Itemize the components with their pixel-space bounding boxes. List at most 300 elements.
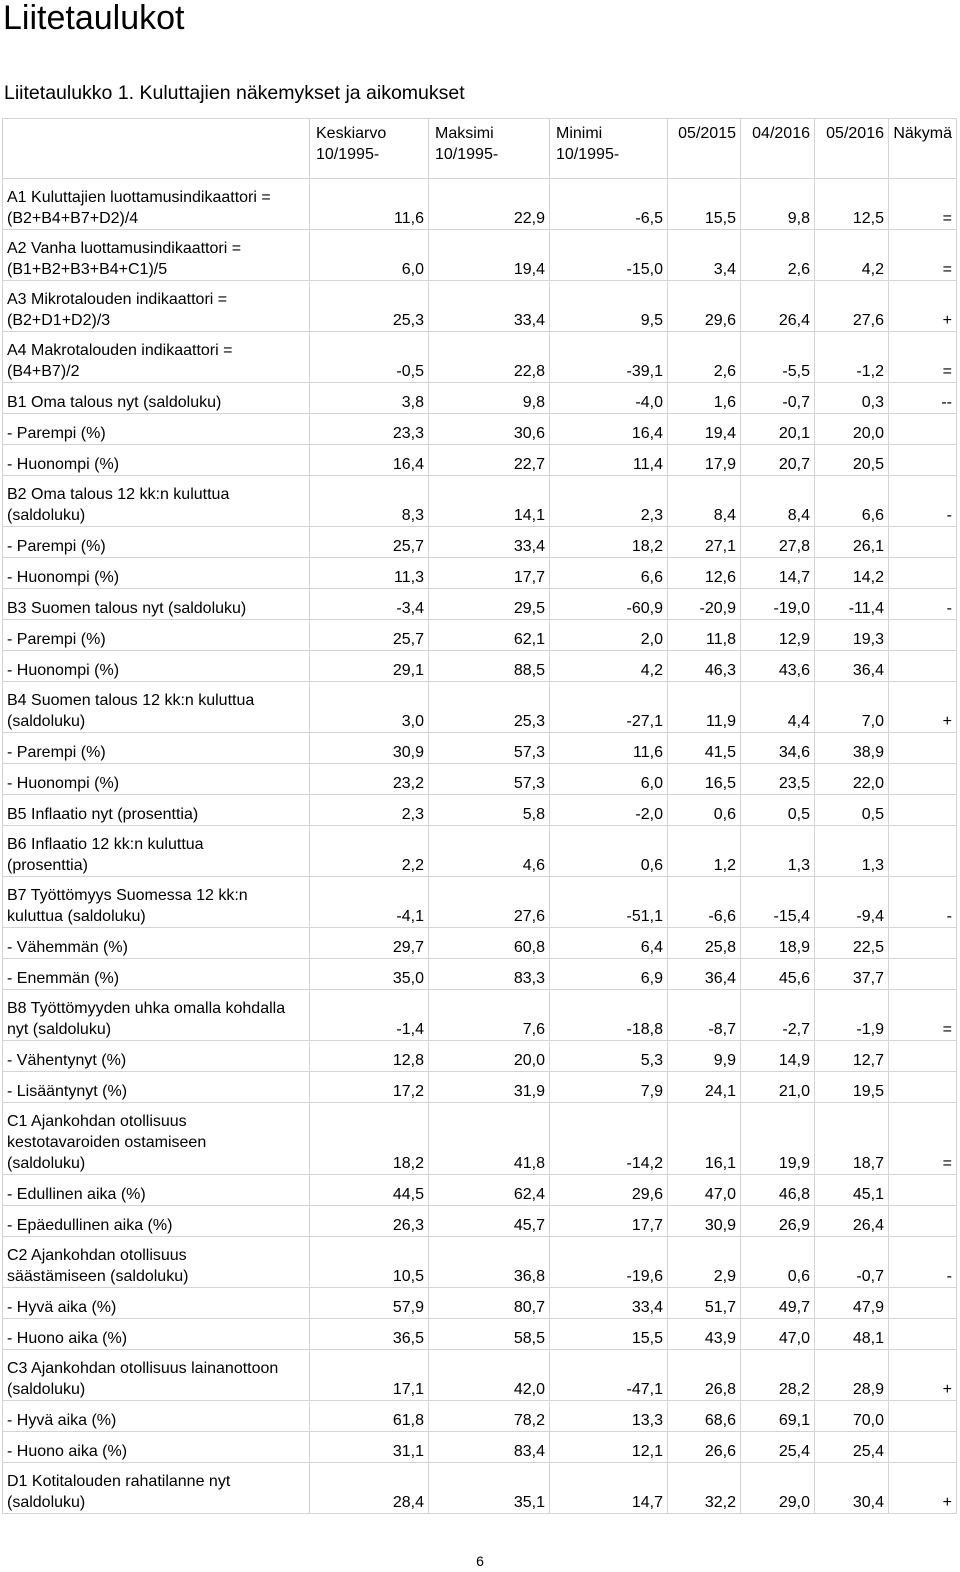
value-cell: 19,4	[668, 414, 741, 445]
row-label	[3, 990, 310, 1041]
outlook-cell: =	[889, 1103, 957, 1175]
value-cell: -4,1	[310, 877, 429, 928]
header-keskiarvo	[310, 119, 429, 179]
table-row	[3, 877, 957, 928]
table-row	[3, 1401, 957, 1432]
outlook-cell: +	[889, 1463, 957, 1514]
value-cell: 69,1	[741, 1401, 815, 1432]
value-cell: 83,3	[429, 959, 550, 990]
row-label	[3, 383, 310, 414]
value-cell: 4,2	[550, 651, 668, 682]
row-label-line: (B4+B7)/2	[7, 363, 80, 380]
row-label	[3, 764, 310, 795]
row-label-line: C2 Ajankohdan otollisuus	[7, 1247, 187, 1264]
table-row	[3, 620, 957, 651]
value-cell: 47,0	[668, 1175, 741, 1206]
value-cell: 28,2	[741, 1350, 815, 1401]
value-cell: 20,7	[741, 445, 815, 476]
outlook-cell: =	[889, 332, 957, 383]
value-cell: 1,6	[668, 383, 741, 414]
row-label-line: (B2+D1+D2)/3	[7, 312, 111, 329]
value-cell: 36,4	[668, 959, 741, 990]
page-number: 6	[476, 1553, 484, 1569]
value-cell: 27,1	[668, 527, 741, 558]
value-cell: 13,3	[550, 1401, 668, 1432]
row-label-line: - Parempi (%)	[7, 538, 106, 555]
row-label	[3, 281, 310, 332]
table-body	[3, 179, 957, 1514]
outlook-cell	[889, 1175, 957, 1206]
row-label-line: - Vähentynyt (%)	[7, 1052, 127, 1069]
value-cell: 25,8	[668, 928, 741, 959]
value-cell: 83,4	[429, 1432, 550, 1463]
value-cell: 2,9	[668, 1237, 741, 1288]
value-cell: 12,1	[550, 1432, 668, 1463]
row-label	[3, 445, 310, 476]
row-label-line: säästämiseen (saldoluku)	[7, 1268, 189, 1285]
value-cell: 45,6	[741, 959, 815, 990]
row-label-line: B3 Suomen talous nyt (saldoluku)	[7, 600, 247, 617]
value-cell: 25,3	[429, 682, 550, 733]
value-cell: 0,6	[550, 826, 668, 877]
table-row	[3, 1206, 957, 1237]
value-cell: 28,9	[815, 1350, 889, 1401]
value-cell: 6,6	[550, 558, 668, 589]
outlook-cell: +	[889, 281, 957, 332]
row-label	[3, 826, 310, 877]
header-04-2016: 04/2016	[741, 119, 815, 179]
value-cell: 9,9	[668, 1041, 741, 1072]
value-cell: 22,0	[815, 764, 889, 795]
outlook-cell	[889, 651, 957, 682]
value-cell: 26,4	[815, 1206, 889, 1237]
value-cell: -18,8	[550, 990, 668, 1041]
header-minimi	[550, 119, 668, 179]
value-cell: 30,9	[668, 1206, 741, 1237]
value-cell: 45,7	[429, 1206, 550, 1237]
value-cell: -8,7	[668, 990, 741, 1041]
outlook-cell	[889, 620, 957, 651]
value-cell: 68,6	[668, 1401, 741, 1432]
value-cell: 36,5	[310, 1319, 429, 1350]
row-label-line: B2 Oma talous 12 kk:n kuluttua	[7, 486, 230, 503]
table-row	[3, 230, 957, 281]
value-cell: 24,1	[668, 1072, 741, 1103]
value-cell: 6,6	[815, 476, 889, 527]
value-cell: 22,7	[429, 445, 550, 476]
outlook-cell: =	[889, 990, 957, 1041]
value-cell: 2,0	[550, 620, 668, 651]
value-cell: 29,7	[310, 928, 429, 959]
table-row	[3, 414, 957, 445]
value-cell: 14,1	[429, 476, 550, 527]
value-cell: 41,8	[429, 1103, 550, 1175]
table-row	[3, 383, 957, 414]
value-cell: -60,9	[550, 589, 668, 620]
value-cell: 60,8	[429, 928, 550, 959]
table-row	[3, 990, 957, 1041]
outlook-cell: =	[889, 230, 957, 281]
value-cell: 8,4	[741, 476, 815, 527]
value-cell: 19,3	[815, 620, 889, 651]
value-cell: 26,9	[741, 1206, 815, 1237]
value-cell: 58,5	[429, 1319, 550, 1350]
value-cell: -5,5	[741, 332, 815, 383]
value-cell: 9,8	[429, 383, 550, 414]
row-label	[3, 1401, 310, 1432]
value-cell: 0,5	[815, 795, 889, 826]
outlook-cell	[889, 445, 957, 476]
row-label-line: B7 Työttömyys Suomessa 12 kk:n	[7, 887, 248, 904]
value-cell: 57,9	[310, 1288, 429, 1319]
outlook-cell	[889, 1319, 957, 1350]
table-row	[3, 589, 957, 620]
value-cell: -6,6	[668, 877, 741, 928]
outlook-cell: +	[889, 1350, 957, 1401]
table-row	[3, 179, 957, 230]
value-cell: 6,4	[550, 928, 668, 959]
value-cell: -27,1	[550, 682, 668, 733]
row-label-line: - Huono aika (%)	[7, 1330, 128, 1347]
value-cell: 30,4	[815, 1463, 889, 1514]
value-cell: 1,2	[668, 826, 741, 877]
row-label-line: A1 Kuluttajien luottamusindikaattori =	[7, 189, 271, 206]
value-cell: 17,7	[550, 1206, 668, 1237]
value-cell: 34,6	[741, 733, 815, 764]
value-cell: 18,7	[815, 1103, 889, 1175]
value-cell: 2,3	[550, 476, 668, 527]
value-cell: 29,6	[550, 1175, 668, 1206]
value-cell: 18,2	[550, 527, 668, 558]
value-cell: -6,5	[550, 179, 668, 230]
value-cell: 2,6	[668, 332, 741, 383]
outlook-cell	[889, 1288, 957, 1319]
row-label	[3, 1463, 310, 1514]
table-row	[3, 1175, 957, 1206]
value-cell: 11,6	[550, 733, 668, 764]
value-cell: 36,4	[815, 651, 889, 682]
value-cell: 26,6	[668, 1432, 741, 1463]
value-cell: 27,6	[429, 877, 550, 928]
outlook-cell	[889, 1072, 957, 1103]
header-05-2015: 05/2015	[668, 119, 741, 179]
value-cell: -14,2	[550, 1103, 668, 1175]
value-cell: 18,9	[741, 928, 815, 959]
value-cell: 49,7	[741, 1288, 815, 1319]
value-cell: -2,0	[550, 795, 668, 826]
value-cell: 26,4	[741, 281, 815, 332]
value-cell: 19,5	[815, 1072, 889, 1103]
row-label	[3, 1175, 310, 1206]
table-row	[3, 959, 957, 990]
outlook-cell	[889, 928, 957, 959]
value-cell: 23,5	[741, 764, 815, 795]
row-label-line: - Parempi (%)	[7, 425, 106, 442]
value-cell: 3,8	[310, 383, 429, 414]
value-cell: 88,5	[429, 651, 550, 682]
value-cell: 14,7	[550, 1463, 668, 1514]
row-label-line: - Vähemmän (%)	[7, 939, 128, 956]
value-cell: 20,0	[429, 1041, 550, 1072]
value-cell: 16,5	[668, 764, 741, 795]
value-cell: 25,4	[741, 1432, 815, 1463]
value-cell: 5,8	[429, 795, 550, 826]
row-label-line: A3 Mikrotalouden indikaattori =	[7, 291, 228, 308]
value-cell: -0,7	[741, 383, 815, 414]
value-cell: 48,1	[815, 1319, 889, 1350]
value-cell: 36,8	[429, 1237, 550, 1288]
value-cell: 6,0	[550, 764, 668, 795]
row-label-line: - Enemmän (%)	[7, 970, 120, 987]
table-row	[3, 476, 957, 527]
row-label-line: - Huonompi (%)	[7, 775, 120, 792]
row-label-line: nyt (saldoluku)	[7, 1021, 112, 1038]
value-cell: 2,3	[310, 795, 429, 826]
value-cell: 7,0	[815, 682, 889, 733]
value-cell: 1,3	[815, 826, 889, 877]
row-label	[3, 682, 310, 733]
outlook-cell	[889, 959, 957, 990]
value-cell: 61,8	[310, 1401, 429, 1432]
value-cell: 2,6	[741, 230, 815, 281]
value-cell: 27,6	[815, 281, 889, 332]
value-cell: 41,5	[668, 733, 741, 764]
row-label-line: - Edullinen aika (%)	[7, 1186, 146, 1203]
value-cell: 23,2	[310, 764, 429, 795]
consumer-views-table	[2, 118, 957, 1514]
value-cell: 0,3	[815, 383, 889, 414]
value-cell: 17,7	[429, 558, 550, 589]
row-label	[3, 1206, 310, 1237]
value-cell: 6,9	[550, 959, 668, 990]
outlook-cell	[889, 764, 957, 795]
value-cell: -15,4	[741, 877, 815, 928]
outlook-cell: =	[889, 179, 957, 230]
value-cell: -20,9	[668, 589, 741, 620]
row-label	[3, 795, 310, 826]
row-label-line: (saldoluku)	[7, 713, 86, 730]
row-label-line: (prosenttia)	[7, 857, 88, 874]
table-row	[3, 1072, 957, 1103]
row-label	[3, 1041, 310, 1072]
value-cell: 14,2	[815, 558, 889, 589]
value-cell: -2,7	[741, 990, 815, 1041]
value-cell: 47,9	[815, 1288, 889, 1319]
value-cell: 35,0	[310, 959, 429, 990]
row-label	[3, 1288, 310, 1319]
value-cell: 4,6	[429, 826, 550, 877]
value-cell: 12,7	[815, 1041, 889, 1072]
table-row	[3, 1319, 957, 1350]
row-label-line: (B2+B4+B7+D2)/4	[7, 210, 139, 227]
value-cell: -51,1	[550, 877, 668, 928]
value-cell: 19,9	[741, 1103, 815, 1175]
value-cell: 28,4	[310, 1463, 429, 1514]
row-label-line: kestotavaroiden ostamiseen	[7, 1134, 207, 1151]
row-label-line: - Hyvä aika (%)	[7, 1412, 117, 1429]
value-cell: 7,6	[429, 990, 550, 1041]
row-label-line: (saldoluku)	[7, 1494, 86, 1511]
value-cell: -1,2	[815, 332, 889, 383]
page-title: Liitetaulukot	[3, 0, 185, 37]
value-cell: 38,9	[815, 733, 889, 764]
value-cell: 30,6	[429, 414, 550, 445]
value-cell: -19,0	[741, 589, 815, 620]
outlook-cell	[889, 1432, 957, 1463]
value-cell: 26,1	[815, 527, 889, 558]
table-row	[3, 332, 957, 383]
table-row	[3, 1237, 957, 1288]
value-cell: -0,5	[310, 332, 429, 383]
table-row	[3, 527, 957, 558]
row-label-line: (saldoluku)	[7, 1155, 86, 1172]
row-label-line: - Huonompi (%)	[7, 569, 120, 586]
value-cell: 57,3	[429, 764, 550, 795]
table-row	[3, 764, 957, 795]
value-cell: 70,0	[815, 1401, 889, 1432]
outlook-cell: -	[889, 1237, 957, 1288]
value-cell: 16,1	[668, 1103, 741, 1175]
value-cell: 11,4	[550, 445, 668, 476]
value-cell: 12,5	[815, 179, 889, 230]
value-cell: 27,8	[741, 527, 815, 558]
outlook-cell: -	[889, 476, 957, 527]
row-label-line: - Hyvä aika (%)	[7, 1299, 117, 1316]
row-label-line: - Lisääntynyt (%)	[7, 1083, 128, 1100]
value-cell: 46,8	[741, 1175, 815, 1206]
value-cell: 57,3	[429, 733, 550, 764]
header-minimi-label: Minimi	[556, 125, 603, 142]
value-cell: 22,5	[815, 928, 889, 959]
value-cell: 29,6	[668, 281, 741, 332]
value-cell: 25,7	[310, 527, 429, 558]
outlook-cell	[889, 733, 957, 764]
row-label-line: (saldoluku)	[7, 1381, 86, 1398]
value-cell: 0,6	[741, 1237, 815, 1288]
value-cell: 5,3	[550, 1041, 668, 1072]
value-cell: -3,4	[310, 589, 429, 620]
header-minimi-sub: 10/1995-	[556, 146, 620, 163]
value-cell: 14,9	[741, 1041, 815, 1072]
value-cell: 29,5	[429, 589, 550, 620]
table-row	[3, 733, 957, 764]
value-cell: 33,4	[429, 527, 550, 558]
value-cell: 33,4	[550, 1288, 668, 1319]
value-cell: 12,8	[310, 1041, 429, 1072]
value-cell: -15,0	[550, 230, 668, 281]
header-keskiarvo-label: Keskiarvo	[316, 125, 387, 142]
value-cell: 3,0	[310, 682, 429, 733]
value-cell: 11,3	[310, 558, 429, 589]
row-label-line: C1 Ajankohdan otollisuus	[7, 1113, 187, 1130]
section-title: Liitetaulukko 1. Kuluttajien näkemykset ja aikomukset	[4, 82, 465, 104]
header-05-2016: 05/2016	[815, 119, 889, 179]
header-maksimi	[429, 119, 550, 179]
value-cell: 25,7	[310, 620, 429, 651]
value-cell: 45,1	[815, 1175, 889, 1206]
row-label	[3, 414, 310, 445]
row-label	[3, 1350, 310, 1401]
value-cell: 11,6	[310, 179, 429, 230]
value-cell: 22,8	[429, 332, 550, 383]
value-cell: -11,4	[815, 589, 889, 620]
row-label-line: A4 Makrotalouden indikaattori =	[7, 342, 233, 359]
value-cell: 43,9	[668, 1319, 741, 1350]
value-cell: 42,0	[429, 1350, 550, 1401]
row-label-line: - Huonompi (%)	[7, 456, 120, 473]
value-cell: -9,4	[815, 877, 889, 928]
row-label	[3, 589, 310, 620]
value-cell: 62,1	[429, 620, 550, 651]
value-cell: -0,7	[815, 1237, 889, 1288]
row-label	[3, 877, 310, 928]
row-label	[3, 1319, 310, 1350]
outlook-cell: +	[889, 682, 957, 733]
header-label-column	[3, 119, 310, 179]
table-row	[3, 826, 957, 877]
value-cell: 10,5	[310, 1237, 429, 1288]
row-label	[3, 651, 310, 682]
value-cell: 16,4	[310, 445, 429, 476]
value-cell: 20,0	[815, 414, 889, 445]
value-cell: 17,2	[310, 1072, 429, 1103]
value-cell: 0,5	[741, 795, 815, 826]
outlook-cell	[889, 1401, 957, 1432]
outlook-cell: --	[889, 383, 957, 414]
value-cell: -4,0	[550, 383, 668, 414]
header-nakyma: Näkymä	[889, 119, 957, 179]
header-maksimi-label: Maksimi	[435, 125, 494, 142]
value-cell: 6,0	[310, 230, 429, 281]
value-cell: 19,4	[429, 230, 550, 281]
value-cell: 7,9	[550, 1072, 668, 1103]
value-cell: 33,4	[429, 281, 550, 332]
value-cell: 43,6	[741, 651, 815, 682]
row-label	[3, 733, 310, 764]
row-label	[3, 230, 310, 281]
value-cell: 4,4	[741, 682, 815, 733]
value-cell: 21,0	[741, 1072, 815, 1103]
row-label	[3, 620, 310, 651]
value-cell: 25,4	[815, 1432, 889, 1463]
outlook-cell: -	[889, 877, 957, 928]
value-cell: 26,8	[668, 1350, 741, 1401]
outlook-cell	[889, 414, 957, 445]
value-cell: 0,6	[668, 795, 741, 826]
outlook-cell	[889, 527, 957, 558]
row-label-line: B1 Oma talous nyt (saldoluku)	[7, 394, 222, 411]
row-label	[3, 1237, 310, 1288]
header-maksimi-sub: 10/1995-	[435, 146, 499, 163]
value-cell: 8,4	[668, 476, 741, 527]
value-cell: 14,7	[741, 558, 815, 589]
row-label	[3, 558, 310, 589]
value-cell: 23,3	[310, 414, 429, 445]
table-row	[3, 682, 957, 733]
value-cell: 17,1	[310, 1350, 429, 1401]
table-row	[3, 281, 957, 332]
row-label	[3, 527, 310, 558]
row-label-line: - Epäedullinen aika (%)	[7, 1217, 173, 1234]
value-cell: 29,0	[741, 1463, 815, 1514]
row-label	[3, 1072, 310, 1103]
row-label-line: D1 Kotitalouden rahatilanne nyt	[7, 1473, 231, 1490]
table-row	[3, 1350, 957, 1401]
value-cell: 22,9	[429, 179, 550, 230]
value-cell: 47,0	[741, 1319, 815, 1350]
row-label-line: B4 Suomen talous 12 kk:n kuluttua	[7, 692, 255, 709]
value-cell: 15,5	[550, 1319, 668, 1350]
